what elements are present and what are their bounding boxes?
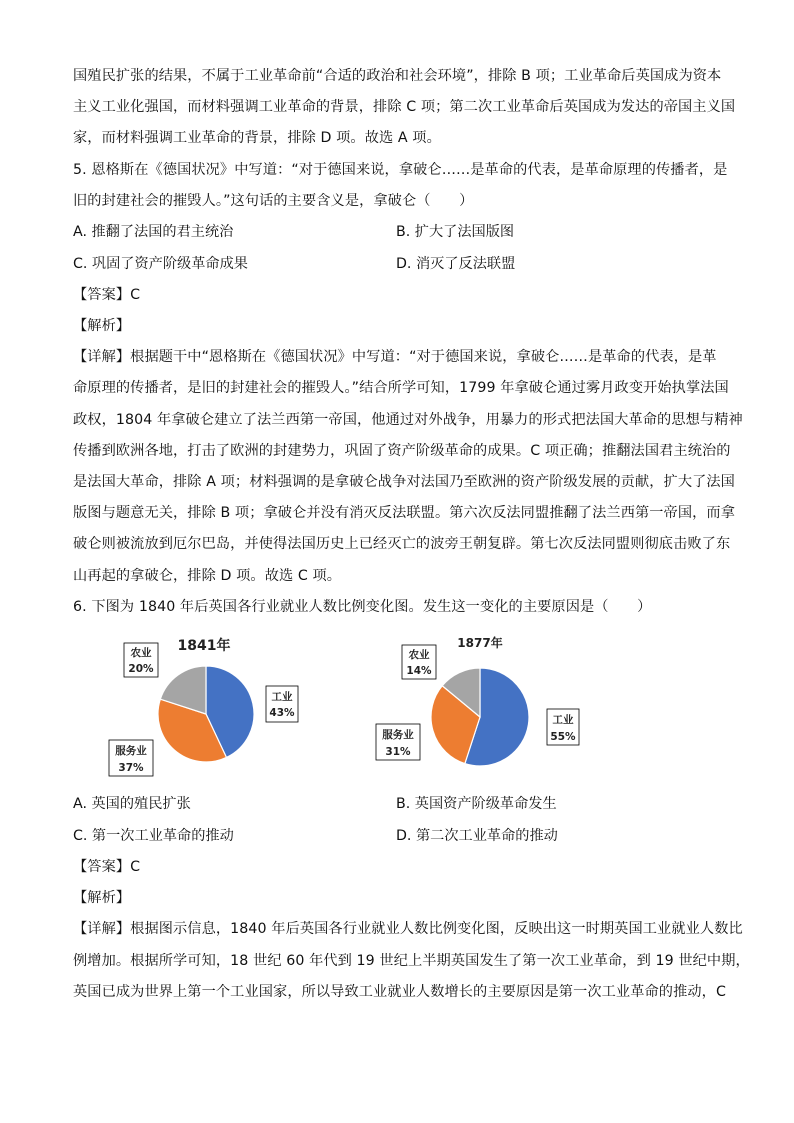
chart-title: 1877年: [457, 636, 503, 650]
value-service: 37%: [118, 762, 144, 774]
callout-industry: [547, 709, 579, 745]
q5-answer: 【答案】C: [73, 287, 141, 303]
callout-service: [109, 740, 153, 776]
q6-answer: 【答案】C: [73, 859, 141, 875]
q5-detail-line: 破仑则被流放到厄尔巴岛，并使得法国历史上已经灭亡的波旁王朝复辟。第七次反法同盟则彻底击败了东: [73, 536, 731, 552]
pie-slices-1841: [158, 666, 254, 762]
chart-title: 1841年: [177, 638, 231, 654]
q6-stem: 6. 下图为 1840 年后英国各行业就业人数比例变化图。发生这一变化的主要原因是（ ）: [73, 599, 652, 615]
q6-analysis-heading: 【解析】: [73, 890, 131, 906]
q5-detail-line: 版图与题意无关，排除 B 项；拿破仑并没有消灭反法联盟。第六次反法同盟推翻了法兰西第一帝国，而拿: [73, 505, 735, 521]
q6-option-c: C. 第一次工业革命的推动: [73, 828, 234, 844]
q6-detail-line: 例增加。根据所学可知，18 世纪 60 年代到 19 世纪上半期英国发生了第一次工业革命，到 19 世纪中期，: [73, 953, 750, 969]
callout-industry: [266, 686, 298, 722]
callout-service: [376, 724, 420, 760]
callout-agriculture: [124, 643, 158, 677]
q5-option-c: C. 巩固了资产阶级革命成果: [73, 256, 248, 272]
value-industry: 43%: [269, 707, 295, 719]
label-agriculture: 农业: [130, 647, 152, 659]
label-agriculture: 农业: [408, 649, 430, 661]
q5-analysis-heading: 【解析】: [73, 318, 131, 334]
q5-detail-line: 政权，1804 年拿破仑建立了法兰西第一帝国，他通过对外战争，用暴力的形式把法国大革命的思想与精神: [73, 412, 743, 428]
intro-line: 主义工业化强国，而材料强调工业革命的背景，排除 C 项；第二次工业革命后英国成为发达的帝国主义国: [73, 99, 736, 115]
pie-chart-1841: [100, 628, 340, 778]
q5-stem: 5. 恩格斯在《德国状况》中写道：“对于德国来说，拿破仑……是革命的代表，是革命原理的传播者，是: [73, 162, 728, 178]
label-service: 服务业: [382, 729, 414, 741]
label-industry: 工业: [271, 691, 293, 703]
q5-detail-line: 是法国大革命，排除 A 项；材料强调的是拿破仑战争对法国乃至欧洲的资产阶级发展的贡献，扩大了法国: [73, 474, 735, 490]
q5-detail-line: 传播到欧洲各地，打击了欧洲的封建势力，巩固了资产阶级革命的成果。C 项正确；推翻法国君主统治的: [73, 443, 731, 459]
label-industry: 工业: [552, 714, 574, 726]
value-agriculture: 14%: [406, 665, 432, 677]
q6-detail-line: 英国已成为世界上第一个工业国家，所以导致工业就业人数增长的主要原因是第一次工业革命的推动，C: [73, 984, 726, 1000]
q5-detail-line: 山再起的拿破仑，排除 D 项。故选 C 项。: [73, 568, 342, 584]
q5-option-d: D. 消灭了反法联盟: [396, 256, 516, 272]
q5-stem: 旧的封建社会的摧毁人。”这句话的主要含义是，拿破仑（ ）: [73, 193, 474, 209]
label-service: 服务业: [115, 745, 147, 757]
q6-option-a: A. 英国的殖民扩张: [73, 796, 191, 812]
q6-option-b: B. 英国资产阶级革命发生: [396, 796, 557, 812]
q5-detail-line: 命原理的传播者，是旧的封建社会的摧毁人。”结合所学可知，1799 年拿破仑通过雾月政变开始执掌法国: [73, 380, 729, 396]
value-agriculture: 20%: [128, 663, 154, 675]
q5-detail-line: 【详解】根据题干中“恩格斯在《德国状况》中写道：“对于德国来说，拿破仑……是革命的代表，是革: [73, 349, 717, 365]
q5-option-a: A. 推翻了法国的君主统治: [73, 224, 234, 240]
intro-line: 家，而材料强调工业革命的背景，排除 D 项。故选 A 项。: [73, 130, 441, 146]
pie-chart-1877: [372, 628, 612, 778]
value-service: 31%: [385, 746, 411, 758]
value-industry: 55%: [550, 731, 576, 743]
q6-option-d: D. 第二次工业革命的推动: [396, 828, 558, 844]
callout-agriculture: [402, 645, 436, 679]
intro-line: 国殖民扩张的结果，不属于工业革命前“合适的政治和社会环境”，排除 B 项；工业革命后英国成为资本: [73, 68, 722, 84]
q5-option-b: B. 扩大了法国版图: [396, 224, 515, 240]
pie-slices-1877: [431, 668, 529, 766]
q6-detail-line: 【详解】根据图示信息，1840 年后英国各行业就业人数比例变化图，反映出这一时期英国工业就业人数比: [73, 921, 743, 937]
